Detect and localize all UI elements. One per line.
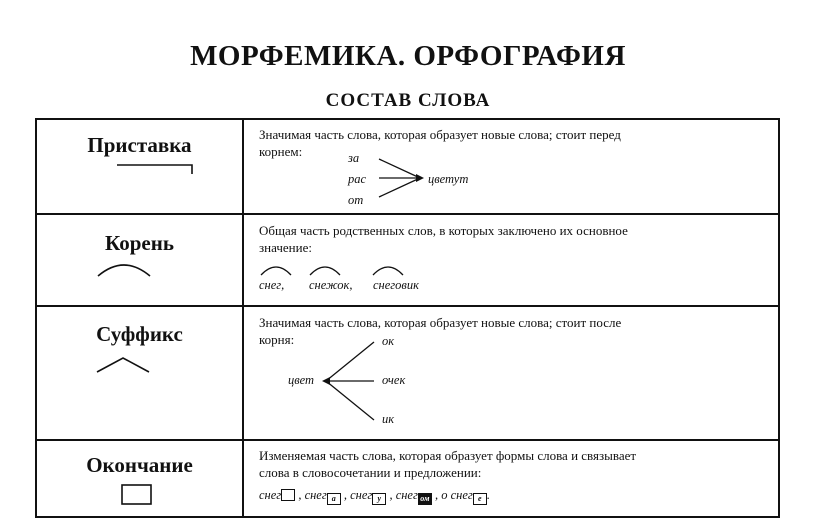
- table-row-suffix: [37, 307, 778, 441]
- root-arcs-icon: [259, 263, 439, 277]
- table-row-root: [37, 215, 778, 307]
- definition-root: [259, 222, 774, 256]
- arrows-to-root-icon: [377, 156, 427, 201]
- definition-prefix: [259, 126, 774, 160]
- term-ending: Окончание: [86, 453, 193, 477]
- table-row-ending: [37, 441, 778, 516]
- ending-form-stem: снег: [395, 488, 418, 502]
- ending-form-stem: снег: [450, 488, 473, 502]
- definition-suffix-line2: корня:: [259, 332, 295, 347]
- ending-box: а: [327, 493, 341, 505]
- branch-to-suffixes-icon: [322, 337, 382, 427]
- ending-box-icon: [121, 484, 153, 506]
- ending-separator: ,: [340, 488, 351, 502]
- suffix-example-3: ик: [382, 412, 395, 426]
- term-prefix: Приставка: [87, 133, 192, 157]
- definition-ending-line2: слова в словосочетании и предложении:: [259, 465, 482, 480]
- root-example-1: снег,: [259, 278, 285, 292]
- definition-root-line1: Общая часть родственных слов, в которых заключено их основное: [259, 223, 628, 238]
- suffix-example-2: очек: [382, 373, 406, 387]
- ending-form-stem: снег: [304, 488, 327, 502]
- definition-ending-line1: Изменяемая часть слова, которая образует формы слова и связывает: [259, 448, 637, 463]
- definition-root-line2: значение:: [259, 240, 312, 255]
- ending-separator: ,: [295, 488, 305, 502]
- suffix-example-1: ок: [382, 334, 395, 348]
- definition-prefix-line2: корнем:: [259, 144, 303, 159]
- suffix-caret-icon: [95, 356, 155, 376]
- term-suffix: Суффикс: [96, 322, 183, 346]
- prefix-example-1: за: [348, 151, 360, 165]
- prefix-root-word: цветут: [428, 172, 469, 186]
- morpheme-table: [35, 118, 780, 518]
- ending-separator: ,: [386, 488, 396, 502]
- prefix-example-3: от: [348, 193, 364, 207]
- root-example-3: снеговик: [373, 278, 419, 292]
- page-subtitle: СОСТАВ СЛОВА: [325, 90, 491, 111]
- root-arc-icon: [95, 260, 155, 280]
- ending-form-stem: снег: [259, 488, 282, 502]
- ending-box: е: [473, 493, 487, 505]
- term-root: Корень: [105, 231, 174, 255]
- definition-suffix-line1: Значимая часть слова, которая образует новые слова; стоит после: [259, 315, 622, 330]
- ending-box: ом: [418, 493, 432, 505]
- ending-form-stem: снег: [350, 488, 373, 502]
- prefix-example-2: рас: [348, 172, 367, 186]
- ending-box: [281, 489, 295, 501]
- ending-separator: , о: [431, 488, 451, 502]
- prefix-bracket-icon: [117, 164, 197, 184]
- suffix-root-word: цвет: [288, 373, 315, 387]
- ending-separator: .: [486, 488, 490, 502]
- ending-examples: [259, 488, 490, 505]
- table-row-prefix: [37, 120, 778, 215]
- definition-prefix-line1: Значимая часть слова, которая образует новые слова; стоит перед: [259, 127, 621, 142]
- definition-ending: [259, 447, 774, 481]
- ending-box: у: [372, 493, 386, 505]
- page-title: МОРФЕМИКА. ОРФОГРАФИЯ: [190, 40, 626, 72]
- root-example-2: снежок,: [309, 278, 353, 292]
